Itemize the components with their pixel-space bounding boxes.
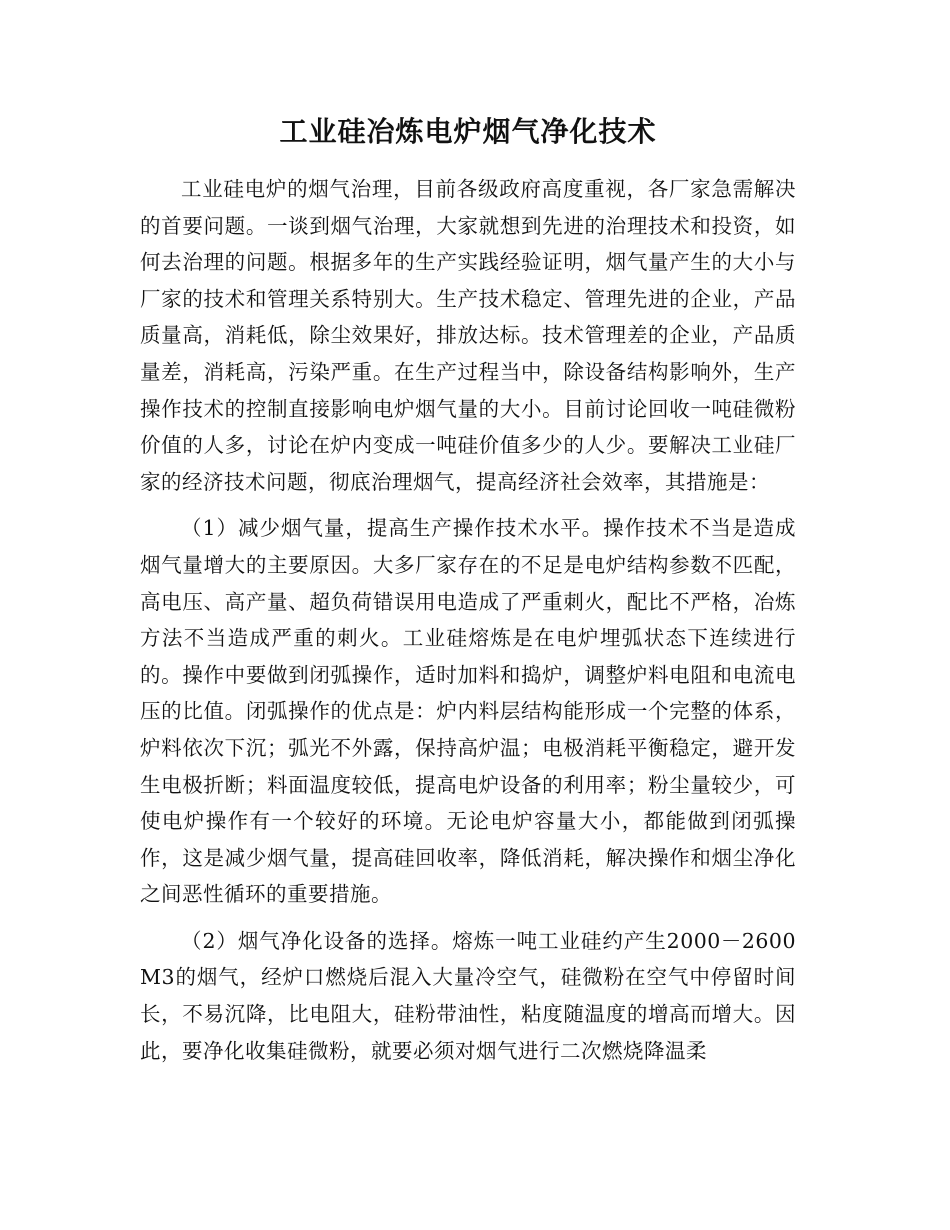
paragraph-intro: 工业硅电炉的烟气治理，目前各级政府高度重视，各厂家急需解决的首要问题。一谈到烟气治理，大家就想到先进的治理技术和投资，如何去治理的问题。根据多年的生产实践经验证明，烟气量产生的大小与厂家的技术和管理关系特别大。生产技术稳定、管理先进的企业，产品质量高，消耗低，除尘效果好，排放达标。技术管理差的企业，产品质量差，消耗高，污染严重。在生产过程当中，除设备结构影响外，生产操作技术的控制直接影响电炉烟气量的大小。目前讨论回收一吨硅微粉价值的人多，讨论在炉内变成一吨硅价值多少的人少。要解决工业硅厂家的经济技术问题，彻底治理烟气，提高经济社会效率，其措施是： (140, 177, 796, 494)
paragraph-measure-2: （2）烟气净化设备的选择。熔炼一吨工业硅约产生2000－2600M3的烟气，经炉口燃烧后混入大量冷空气，硅微粉在空气中停留时间长，不易沉降，比电阻大，硅粉带油性，粘度随温度的增高而增大。因此，要净化收集硅微粉，就要必须对烟气进行二次燃烧降温柔 (140, 928, 796, 1063)
paragraph-measure-1: （1）减少烟气量，提高生产操作技术水平。操作技术不当是造成烟气量增大的主要原因。大多厂家存在的不足是电炉结构参数不匹配，高电压、高产量、超负荷错误用电造成了严重刺火，配比不严格，冶炼方法不当造成严重的刺火。工业硅熔炼是在电炉埋弧状态下连续进行的。操作中要做到闭弧操作，适时加料和捣炉，调整炉料电阻和电流电压的比值。闭弧操作的优点是：炉内料层结构能形成一个完整的体系，炉料依次下沉；弧光不外露，保持高炉温；电极消耗平衡稳定，避开发生电极折断；料面温度较低，提高电炉设备的利用率；粉尘量较少，可使电炉操作有一个较好的环境。无论电炉容量大小，都能做到闭弧操作，这是减少烟气量，提高硅回收率，降低消耗，解决操作和烟尘净化之间恶性循环的重要措施。 (140, 516, 796, 907)
document-page (140, 108, 796, 1079)
document-title: 工业硅冶炼电炉烟气净化技术 (279, 115, 657, 148)
